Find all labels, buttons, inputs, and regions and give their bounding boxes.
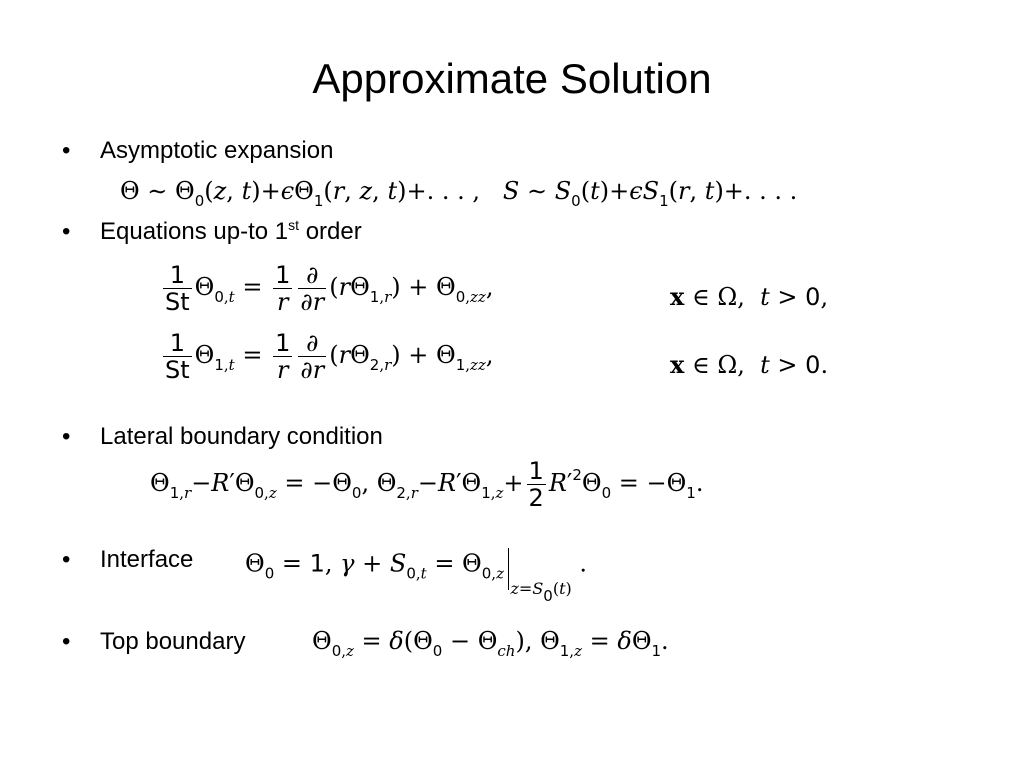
fraction-partial-r: $\frac{\partial}{\partial r}$ [300, 329, 325, 384]
lateral-boundary-formula: $\Theta_{1,r}-R'\Theta_{0,z} = -\Theta_0$, $\Theta_{2,r}-R'\Theta_{1,z}+$ $\frac{1}{2}$ $R'^2\Theta_0 = -\Theta_1$. [150, 457, 704, 512]
fraction-one-over-st: $\frac{1}{St}$ [165, 329, 190, 384]
top-boundary-formula: $\Theta_{0,z} = \delta(\Theta_0 - \Theta_{ch})$, $\Theta_{1,z} = \delta\Theta_1$. [312, 627, 669, 660]
evaluation-bar [508, 548, 510, 590]
bullet-marker: • [62, 546, 71, 573]
domain-condition-1: x ∈ Ω, t > 0, [670, 282, 829, 311]
fraction-one-over-r: $\frac{1}{r}$ [275, 261, 291, 316]
equation-order-zero: $\frac{1}{St}$ $\Theta_{0,t}$ = $\frac{1}{r}$ $\frac{\partial}{\partial r}$ $(r\Theta_{1,r}) + \Theta_{0,zz}$, [165, 261, 494, 316]
slide-title: Approximate Solution [312, 55, 712, 102]
bullet-marker: • [62, 628, 71, 655]
equations-label: Equations up-to 1 [100, 218, 289, 245]
bullet-interface: Interface [100, 546, 194, 573]
fraction-one-half: $\frac{1}{2}$ [528, 457, 544, 512]
bullet-marker: • [62, 218, 71, 245]
equations-label-sup: st [288, 217, 300, 233]
fraction-partial-r: $\frac{\partial}{\partial r}$ [300, 261, 325, 316]
equations-label-after: order [299, 218, 362, 245]
interface-formula: $\Theta_0 = 1$, $\gamma + S_{0,t} = \Theta_{0,z}z=S0(t)$ . [245, 549, 588, 605]
domain-condition-2: x ∈ Ω, t > 0. [670, 350, 829, 379]
bullet-equations [100, 218, 362, 246]
bullet-lateral-boundary: Lateral boundary condition [100, 423, 383, 450]
bullet-asymptotic-expansion: Asymptotic expansion [100, 137, 334, 164]
asymptotic-expansion-formula: Θ ∼ $\Theta_0(z$, $t)+\epsilon\Theta_1(r$, z, t)+. . . , S ∼ $S_0(t)+\epsilon S_1(r$, t)+. . . . [120, 177, 798, 210]
bullet-top-boundary: Top boundary [100, 628, 246, 655]
bullet-marker: • [62, 423, 71, 450]
fraction-one-over-st: $\frac{1}{St}$ [165, 261, 190, 316]
fraction-one-over-r: $\frac{1}{r}$ [275, 329, 291, 384]
bullet-marker: • [62, 137, 71, 164]
equation-order-one: $\frac{1}{St}$ $\Theta_{1,t}$ = $\frac{1}{r}$ $\frac{\partial}{\partial r}$ $(r\Theta_{2,r}) + \Theta_{1,zz}$, [165, 329, 494, 384]
